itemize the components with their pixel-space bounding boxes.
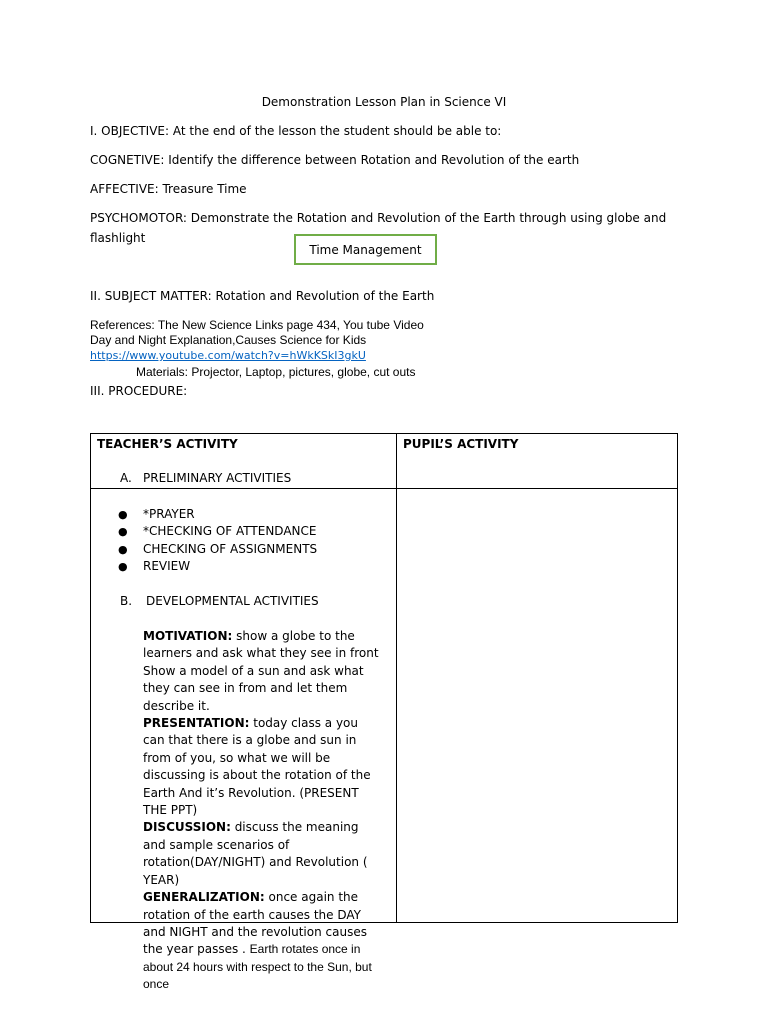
procedure-table xyxy=(90,433,678,992)
table-body-row xyxy=(91,489,678,923)
teacher-activity-header-label: TEACHER’S ACTIVITY xyxy=(97,437,238,451)
list-item: *PRAYER xyxy=(143,507,195,521)
affective-line: AFFECTIVE: Treasure Time xyxy=(90,182,247,196)
pupil-activity-header-label: PUPIL’S ACTIVITY xyxy=(403,437,519,451)
objective-line: I. OBJECTIVE: At the end of the lesson the student should be able to: xyxy=(90,124,502,138)
bullet-icon: ● xyxy=(118,508,128,521)
list-item: CHECKING OF ASSIGNMENTS xyxy=(143,542,318,556)
references-line-continued: Day and Night Explanation,Causes Science for Kids xyxy=(90,333,367,347)
bullet-icon: ● xyxy=(118,543,128,556)
developmental-activities-label: DEVELOPMENTAL ACTIVITIES xyxy=(146,594,319,608)
teacher-activity-header xyxy=(91,434,397,489)
generalization-text: once again the rotation of the earth causes the DAY and NIGHT and the revolution causes the year passes . xyxy=(143,890,367,957)
page-title: Demonstration Lesson Plan in Science VI xyxy=(261,95,507,109)
pupil-activity-header xyxy=(397,434,678,489)
list-item: REVIEW xyxy=(143,559,191,573)
references-line: References: The New Science Links page 434, You tube Video xyxy=(90,318,424,332)
psychomotor-line-continued: flashlight xyxy=(90,231,146,245)
procedure-heading: III. PROCEDURE: xyxy=(90,384,188,398)
bullet-icon: ● xyxy=(118,560,128,573)
cognetive-line: COGNETIVE: Identify the difference between Rotation and Revolution of the earth xyxy=(90,153,580,167)
teacher-activity-cell xyxy=(91,489,397,992)
preliminary-activities-label: PRELIMINARY ACTIVITIES xyxy=(143,471,292,485)
motivation-text: show a globe to the learners and ask what they see in front Show a model of a sun and ask what they can see in from and let them describe it. xyxy=(143,629,379,713)
generalization-text-continued: Earth rotates once in about 24 hours with respect to the Sun, but once xyxy=(143,942,372,992)
bullet-icon: ● xyxy=(118,525,128,538)
preliminary-letter: A. xyxy=(120,471,132,485)
presentation-label: PRESENTATION: xyxy=(143,716,250,731)
time-management-box: Time Management xyxy=(294,234,437,265)
table-header-row xyxy=(91,434,678,489)
list-item: *CHECKING OF ATTENDANCE xyxy=(143,524,317,538)
lesson-procedure-text xyxy=(143,628,383,994)
materials-line: Materials: Projector, Laptop, pictures, globe, cut outs xyxy=(136,365,416,379)
developmental-letter: B. xyxy=(120,594,133,608)
youtube-link[interactable]: https://www.youtube.com/watch?v=hWkKSkI3gkU xyxy=(90,349,366,362)
psychomotor-line: PSYCHOMOTOR: Demonstrate the Rotation and Revolution of the Earth through using globe and xyxy=(90,211,667,225)
motivation-label: MOTIVATION: xyxy=(143,629,233,643)
generalization-label: GENERALIZATION: xyxy=(143,890,265,905)
pupil-activity-cell xyxy=(397,489,678,923)
subject-matter-line: II. SUBJECT MATTER: Rotation and Revolution of the Earth xyxy=(90,289,435,303)
presentation-text: today class a you can that there is a globe and sun in from of you, so what we will be discussing is about the rotation of the Earth And it’s Revolution. (PRESENT THE PPT) xyxy=(143,716,371,818)
discussion-label: DISCUSSION: xyxy=(143,820,231,835)
discussion-text: discuss the meaning and sample scenarios of rotation(DAY/NIGHT) and Revolution ( YEAR) xyxy=(143,820,368,887)
